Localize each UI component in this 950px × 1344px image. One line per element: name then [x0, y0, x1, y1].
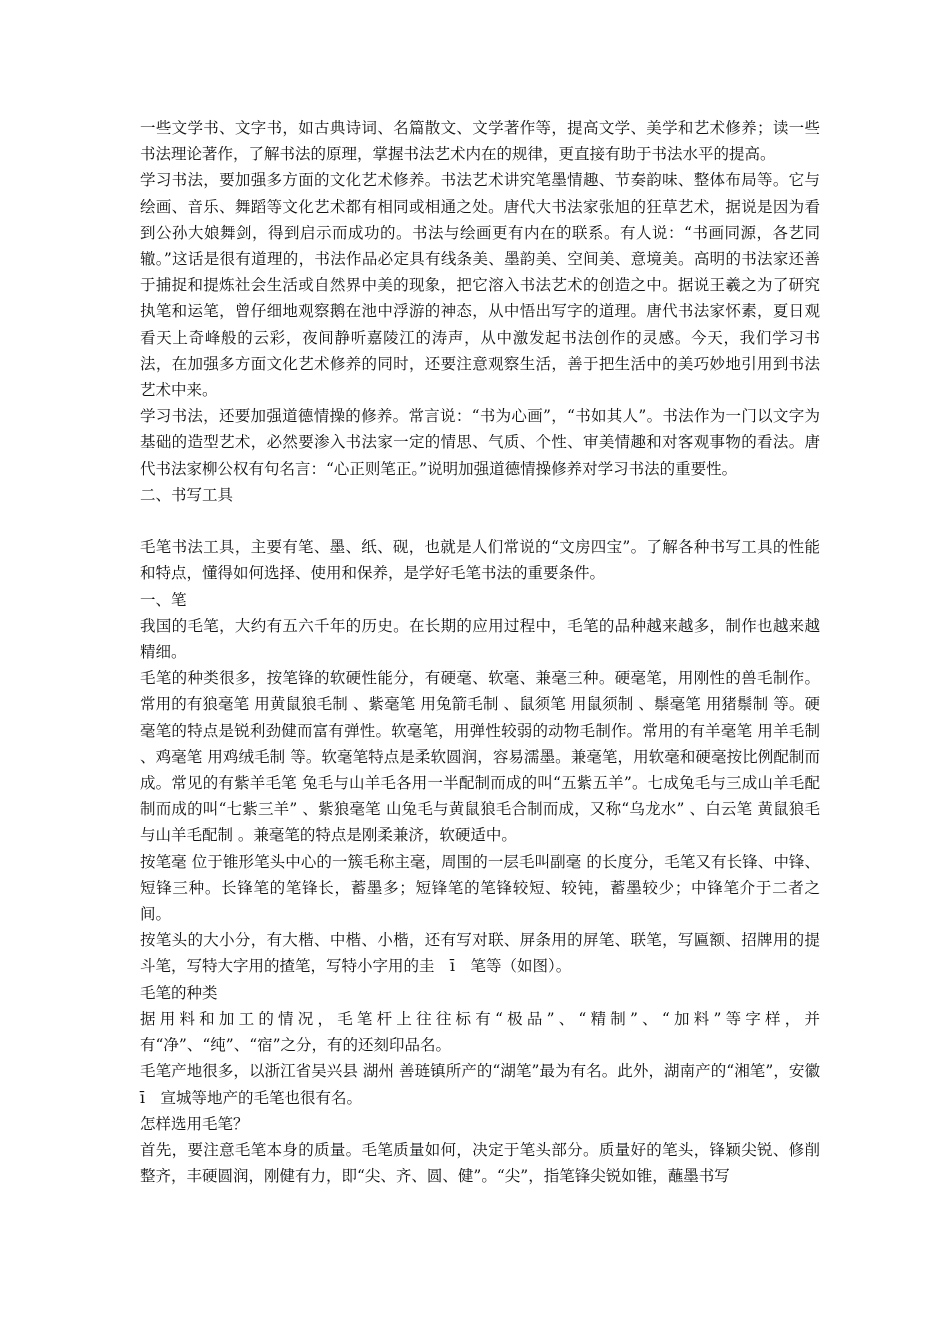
paragraph-brush-hardness: 毛笔的种类很多，按笔锋的软硬性能分，有硬毫、软毫、兼毫三种。硬毫笔，用刚性的兽毛制作。常用的有狼毫笔 用黄鼠狼毛制 、紫毫笔 用兔箭毛制 、鼠须笔 用鼠须制 、鬃毫笔 用猪鬃制 等。硬毫笔的特点是锐利劲健而富有弹性。软毫笔，用弹性较弱的动物毛制作。常用的有羊毫笔 用羊毛制 、鸡毫笔 用鸡绒毛制 等。软毫笔特点是柔软圆润，容易濡墨。兼毫笔，用软毫和硬毫按比例配制而成。常见的有紫羊毛笔 兔毛与山羊毛各用一半配制而成的叫“五紫五羊”。七成兔毛与三成山羊毛配制而成的叫“七紫三羊” 、紫狼毫笔 山兔毛与黄鼠狼毛合制而成，又称“乌龙水” 、白云笔 黄鼠狼毛与山羊毛配制 。兼毫笔的特点是刚柔兼济，软硬适中。 — [140, 669, 820, 845]
paragraph-literary-study: 一些文学书、文字书，如古典诗词、名篇散文、文学著作等，提高文学、美学和艺术修养；读一些书法理论著作，了解书法的原理，掌握书法艺术内在的规律，更直接有助于书法水平的提高。 — [140, 119, 820, 164]
paragraph-brush-quality: 首先，要注意毛笔本身的质量。毛笔质量如何，决定于笔头部分。质量好的笔头，锋颖尖锐、修削整齐，丰硬圆润，刚健有力，即“尖、齐、圆、健”。“尖”，指笔锋尖锐如锥，蘸墨书写 — [140, 1140, 820, 1186]
blank-line — [140, 508, 820, 534]
paragraph-brush-size: 按笔头的大小分，有大楷、中楷、小楷，还有写对联、屏条用的屏笔、联笔，写匾额、招牌用的提斗笔，写特大字用的揸笔，写特小字用的圭 ī 笔等（如图）。 — [140, 931, 820, 976]
paragraph-four-treasures: 毛笔书法工具，主要有笔、墨、纸、砚，也就是人们常说的“文房四宝”。了解各种书写工具的性能和特点，懂得如何选择、使用和保养，是学好毛笔书法的重要条件。 — [140, 538, 820, 583]
paragraph-moral-cultivation: 学习书法，还要加强道德情操的修养。常言说：“书为心画”，“书如其人”。书法作为一门以文字为基础的造型艺术，必然要渗入书法家一定的情思、气质、个性、审美情趣和对客观事物的看法。唐代书法家柳公权有句名言：“心正则笔正。”说明加强道德情操修养对学习书法的重要性。 — [140, 407, 820, 478]
paragraph-brush-length: 按笔毫 位于锥形笔头中心的一簇毛称主毫，周围的一层毛叫副毫 的长度分，毛笔又有长锋、中锋、短锋三种。长锋笔的笔锋长，蓄墨多；短锋笔的笔锋较短、较钝，蓄墨较少；中锋笔介于二者之间。 — [140, 852, 820, 924]
paragraph-cultural-cultivation: 学习书法，要加强多方面的文化艺术修养。书法艺术讲究笔墨情趣、节奏韵味、整体布局等。它与绘画、音乐、舞蹈等文化艺术都有相同或相通之处。唐代大书法家张旭的狂草艺术，据说是因为看到公孙大娘舞剑，得到启示而成功的。书法与绘画更有内在的联系。有人说：“书画同源，各艺同辙。”这话是很有道理的，书法作品必定具有线条美、墨韵美、空间美、意境美。高明的书法家还善于捕捉和提炼社会生活或自然界中美的现象，把它溶入书法艺术的创造之中。据说王羲之为了研究执笔和运笔，曾仔细地观察鹅在池中浮游的神态，从中悟出写字的道理。唐代书法家怀素，夏日观看天上奇峰般的云彩，夜间静听嘉陵江的涛声，从中激发起书法创作的灵感。今天，我们学习书法，在加强多方面文化艺术修养的同时，还要注意观察生活，善于把生活中的美巧妙地引用到书法艺术中来。 — [140, 171, 820, 400]
section-heading-writing-tools: 二、书写工具 — [140, 485, 234, 504]
paragraph-brush-origin: 毛笔产地很多，以浙江省吴兴县 湖州 善琏镇所产的“湖笔”最为有名。此外，湖南产的“湘笔”，安徽 ī 宣城等地产的毛笔也很有名。 — [140, 1062, 836, 1107]
document-page — [140, 115, 836, 1189]
sub-heading-choose-brush: 怎样选用毛笔？ — [140, 1114, 249, 1133]
sub-heading-brush-types: 毛笔的种类 — [140, 983, 218, 1002]
paragraph-brush-history: 我国的毛笔，大约有五六千年的历史。在长期的应用过程中，毛笔的品种越来越多，制作也越来越精细。 — [140, 616, 820, 662]
paragraph-brush-labels: 据用料和加工的情况，毛笔杆上往往标有“极品”、“精制”、“加料”等字样，并有“净”、“纯”、“宿”之分，有的还刻印品名。 — [140, 1009, 820, 1055]
sub-heading-brush: 一、笔 — [140, 590, 187, 609]
